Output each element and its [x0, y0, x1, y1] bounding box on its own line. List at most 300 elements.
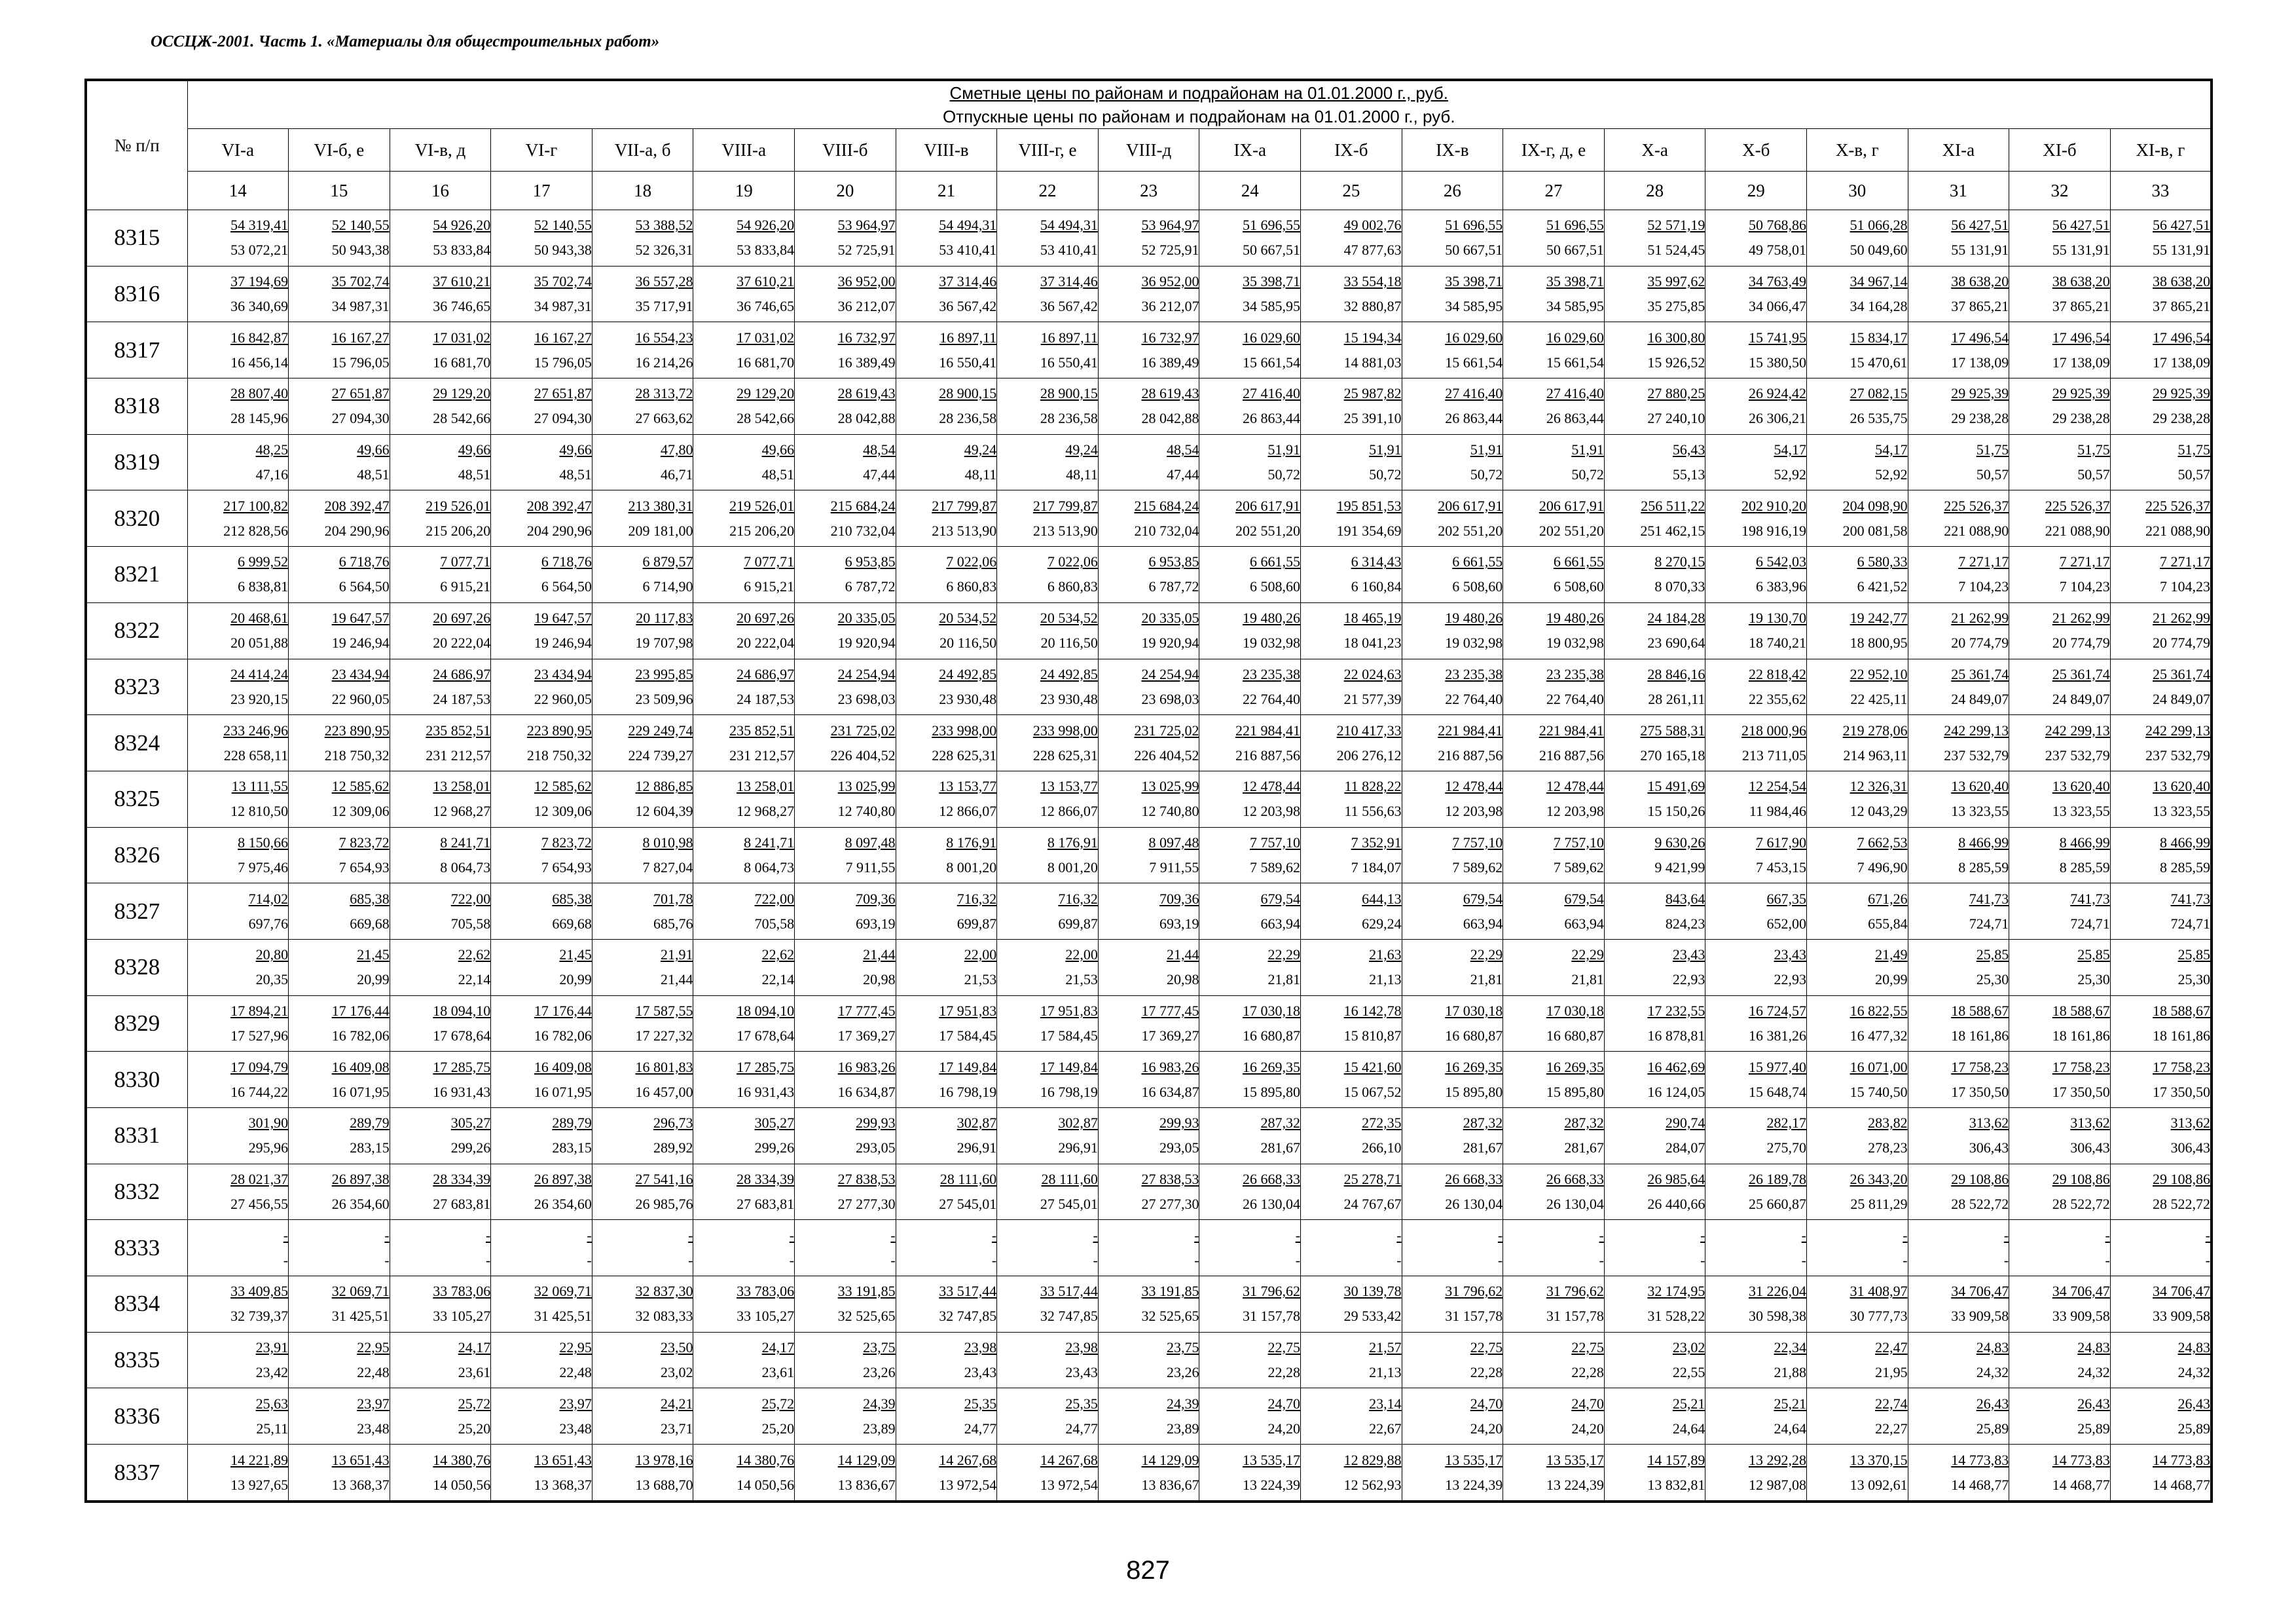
- price-cell: [693, 490, 795, 547]
- release-price: 669,68: [350, 915, 390, 932]
- release-price: 19 032,98: [1243, 635, 1301, 652]
- release-price: 6 787,72: [1148, 578, 1199, 595]
- price-cell: [795, 1276, 896, 1333]
- price-cell: [1807, 490, 1908, 547]
- release-price: 34 585,95: [1546, 298, 1604, 315]
- price-cell: [2009, 1108, 2111, 1164]
- estimate-price: 54 494,31: [1040, 217, 1098, 234]
- estimate-price: 23,75: [1166, 1339, 1199, 1356]
- estimate-price: 24,17: [761, 1339, 795, 1356]
- estimate-price: 716,32: [957, 890, 997, 907]
- estimate-price: 38 638,20: [1951, 273, 2009, 290]
- table-row: [86, 1164, 2212, 1220]
- price-cell: [1908, 883, 2009, 940]
- price-cell: [1402, 1108, 1503, 1164]
- price-cell: [187, 939, 289, 995]
- price-cell: [795, 827, 896, 883]
- price-cell: [1705, 1164, 1807, 1220]
- price-cell: [1199, 995, 1301, 1052]
- price-cell: [1705, 1052, 1807, 1108]
- price-cell: [1098, 939, 1199, 995]
- price-cell: [693, 995, 795, 1052]
- table-row: [86, 715, 2212, 771]
- release-price: -: [1396, 1251, 1402, 1268]
- estimate-price: 13 292,28: [1749, 1451, 1806, 1468]
- release-price: 17 584,45: [939, 1027, 997, 1044]
- estimate-price: -: [384, 1227, 390, 1244]
- release-price: -: [2205, 1251, 2210, 1268]
- estimate-price: 13 978,16: [635, 1451, 693, 1468]
- estimate-price: 217 799,87: [1032, 497, 1098, 514]
- price-cell: [1301, 1164, 1402, 1220]
- price-cell: [896, 771, 997, 827]
- row-code: 8337: [86, 1445, 187, 1502]
- price-cell: [187, 1164, 289, 1220]
- estimate-price: 223 890,95: [526, 722, 592, 739]
- price-cell: [1807, 1052, 1908, 1108]
- estimate-price: 14 129,09: [837, 1451, 896, 1468]
- price-cell: [693, 659, 795, 715]
- price-cell: [1908, 547, 2009, 603]
- price-cell: [1402, 1164, 1503, 1220]
- estimate-price: 51 696,55: [1445, 217, 1503, 234]
- estimate-price: 21,63: [1369, 946, 1402, 963]
- estimate-price: 722,00: [450, 890, 491, 907]
- estimate-price: 28 021,37: [230, 1171, 289, 1188]
- estimate-price: 8 241,71: [440, 834, 491, 851]
- price-cell: [896, 1276, 997, 1333]
- estimate-price: 22,62: [761, 946, 795, 963]
- estimate-price: 27 082,15: [1850, 385, 1908, 402]
- release-price: 306,43: [2070, 1139, 2110, 1156]
- estimate-price: 16 029,60: [1243, 329, 1301, 346]
- estimate-price: 26 668,33: [1243, 1171, 1301, 1188]
- region-header: XI-а: [1908, 129, 2009, 172]
- estimate-price: -: [1194, 1227, 1199, 1244]
- release-price: 29 238,28: [2153, 410, 2210, 427]
- release-price: 8 001,20: [946, 858, 997, 876]
- release-price: 8 285,59: [1958, 858, 2009, 876]
- price-cell: [693, 827, 795, 883]
- release-price: -: [1497, 1251, 1503, 1268]
- price-cell: [693, 547, 795, 603]
- release-price: 25,89: [2077, 1420, 2110, 1437]
- estimate-price: 24 184,28: [1647, 610, 1705, 627]
- estimate-price: 206 617,91: [1539, 497, 1604, 514]
- estimate-price: 25,35: [964, 1395, 997, 1412]
- price-cell: [693, 1388, 795, 1445]
- estimate-price: 275 588,31: [1640, 722, 1705, 739]
- estimate-price: 685,38: [552, 890, 592, 907]
- release-price: 215 206,20: [729, 522, 795, 539]
- price-cell: [1705, 827, 1807, 883]
- price-cell: [289, 1052, 390, 1108]
- estimate-price: 26 668,33: [1445, 1171, 1503, 1188]
- price-cell: [1098, 1445, 1199, 1502]
- release-price: 55 131,91: [2153, 242, 2210, 259]
- estimate-price: 28 111,60: [939, 1171, 997, 1188]
- price-cell: [491, 995, 592, 1052]
- estimate-price: 24,83: [1976, 1339, 2009, 1356]
- release-price: 13 368,37: [534, 1476, 592, 1493]
- estimate-price: 9 630,26: [1654, 834, 1705, 851]
- estimate-price: 26,43: [2077, 1395, 2110, 1412]
- release-price: 34 987,31: [331, 298, 390, 315]
- estimate-price: 215 684,24: [1134, 497, 1199, 514]
- release-price: 20,99: [1875, 971, 1908, 988]
- price-cell: [997, 827, 1099, 883]
- release-price: 53 072,21: [230, 242, 289, 259]
- estimate-price: 24,70: [1267, 1395, 1301, 1412]
- price-cell: [1098, 715, 1199, 771]
- table-row: [86, 322, 2212, 378]
- estimate-price: 56 427,51: [2153, 217, 2210, 234]
- price-cell: [390, 602, 491, 659]
- release-price: 23 920,15: [230, 690, 289, 707]
- estimate-price: 53 964,97: [837, 217, 896, 234]
- estimate-price: 22,95: [559, 1339, 592, 1356]
- price-cell: [1503, 1445, 1605, 1502]
- release-price: 221 088,90: [2045, 522, 2110, 539]
- release-price: 19 246,94: [331, 635, 390, 652]
- price-cell: [896, 827, 997, 883]
- release-price: 16 931,43: [433, 1083, 491, 1100]
- estimate-price: 24 686,97: [433, 665, 491, 682]
- region-header: VII-а, б: [592, 129, 693, 172]
- release-price: 28 542,66: [737, 410, 795, 427]
- estimate-price: 35 702,74: [331, 273, 390, 290]
- release-price: 15 067,52: [1343, 1083, 1402, 1100]
- release-price: 50 667,51: [1546, 242, 1604, 259]
- table-row: [86, 490, 2212, 547]
- price-cell: [1402, 995, 1503, 1052]
- estimate-price: 22,62: [458, 946, 491, 963]
- price-cell: [1705, 434, 1807, 490]
- release-price: 15 661,54: [1243, 354, 1301, 371]
- estimate-price: 20 534,52: [1040, 610, 1098, 627]
- price-cell: [592, 210, 693, 267]
- price-cell: [1908, 266, 2009, 322]
- release-price: 295,96: [248, 1139, 289, 1156]
- price-cell: [1908, 771, 2009, 827]
- price-cell: [795, 378, 896, 435]
- price-cell: [187, 1388, 289, 1445]
- release-price: 231 212,57: [426, 747, 491, 764]
- price-cell: [1908, 1108, 2009, 1164]
- release-price: 33 909,58: [2153, 1308, 2210, 1325]
- estimate-price: 24,21: [660, 1395, 693, 1412]
- price-cell: [1908, 1276, 2009, 1333]
- price-cell: [1098, 1052, 1199, 1108]
- table-row: [86, 939, 2212, 995]
- price-cell: [1402, 210, 1503, 267]
- estimate-price: 22 024,63: [1343, 665, 1402, 682]
- release-price: 25,89: [1976, 1420, 2009, 1437]
- release-price: 20,35: [255, 971, 289, 988]
- price-cell: [1908, 827, 2009, 883]
- price-cell: [491, 602, 592, 659]
- estimate-price: 17 031,02: [433, 329, 491, 346]
- release-price: -: [587, 1251, 592, 1268]
- estimate-price: 23,91: [255, 1339, 289, 1356]
- release-price: 17 584,45: [1040, 1027, 1098, 1044]
- estimate-price: 202 910,20: [1741, 497, 1806, 514]
- region-header: X-б: [1705, 129, 1807, 172]
- price-cell: [491, 1276, 592, 1333]
- price-cell: [1807, 1276, 1908, 1333]
- price-cell: [2009, 995, 2111, 1052]
- release-price: 27 277,30: [1141, 1196, 1199, 1213]
- release-price: 6 915,21: [440, 578, 491, 595]
- estimate-price: 21,44: [1166, 946, 1199, 963]
- price-cell: [795, 210, 896, 267]
- price-cell: [592, 378, 693, 435]
- release-price: 26 354,60: [534, 1196, 592, 1213]
- table-row: [86, 995, 2212, 1052]
- release-price: 296,91: [957, 1139, 997, 1156]
- release-price: 48,51: [357, 466, 390, 483]
- price-cell: [2009, 883, 2111, 940]
- column-number: 25: [1301, 172, 1402, 210]
- release-price: 15 470,61: [1850, 354, 1908, 371]
- estimate-price: 22,00: [964, 946, 997, 963]
- estimate-price: 56 427,51: [1951, 217, 2009, 234]
- price-cell: [896, 1052, 997, 1108]
- release-price: 19 032,98: [1445, 635, 1503, 652]
- row-code: 8334: [86, 1276, 187, 1333]
- price-cell: [1807, 1388, 1908, 1445]
- estimate-price: 231 725,02: [830, 722, 896, 739]
- release-price: 36 746,65: [433, 298, 491, 315]
- release-price: 213 513,90: [1032, 522, 1098, 539]
- release-price: 21,81: [1470, 971, 1503, 988]
- price-cell: [2110, 715, 2212, 771]
- estimate-price: 12 585,62: [534, 778, 592, 795]
- estimate-price: 17 232,55: [1647, 1002, 1705, 1019]
- release-price: -: [789, 1251, 795, 1268]
- release-price: 17 138,09: [1951, 354, 2009, 371]
- estimate-price: 22,75: [1267, 1339, 1301, 1356]
- price-cell: [896, 659, 997, 715]
- price-cell: [390, 995, 491, 1052]
- estimate-price: 289,79: [552, 1115, 592, 1132]
- price-cell: [1705, 490, 1807, 547]
- price-cell: [693, 266, 795, 322]
- price-cell: [2110, 378, 2212, 435]
- price-cell: [491, 434, 592, 490]
- release-price: 24,20: [1571, 1420, 1604, 1437]
- release-price: 16 878,81: [1647, 1027, 1705, 1044]
- estimate-price: 50 768,86: [1749, 217, 1806, 234]
- price-cell: [390, 771, 491, 827]
- release-price: 13 836,67: [1141, 1476, 1199, 1493]
- estimate-price: 14 129,09: [1141, 1451, 1199, 1468]
- price-cell: [1604, 490, 1705, 547]
- price-cell: [896, 883, 997, 940]
- estimate-price: 17 496,54: [2153, 329, 2210, 346]
- release-price: 16 457,00: [635, 1083, 693, 1100]
- estimate-price: 7 271,17: [2059, 553, 2110, 570]
- estimate-price: -: [991, 1227, 997, 1244]
- price-cell: [896, 995, 997, 1052]
- release-price: 17 678,64: [737, 1027, 795, 1044]
- release-price: 19 246,94: [534, 635, 592, 652]
- release-price: 29 533,42: [1343, 1308, 1402, 1325]
- release-price: 49 758,01: [1749, 242, 1806, 259]
- release-price: 231 212,57: [729, 747, 795, 764]
- estimate-price: 17 496,54: [1951, 329, 2009, 346]
- release-price: 16 634,87: [1141, 1083, 1199, 1100]
- price-cell: [1604, 602, 1705, 659]
- estimate-price: 7 617,90: [1756, 834, 1806, 851]
- price-cell: [1807, 434, 1908, 490]
- price-cell: [693, 1108, 795, 1164]
- estimate-price: 18 094,10: [737, 1002, 795, 1019]
- estimate-price: 219 526,01: [426, 497, 491, 514]
- release-price: 25,20: [761, 1420, 795, 1437]
- price-cell: [592, 1052, 693, 1108]
- price-cell: [2009, 939, 2111, 995]
- release-price: 16 681,70: [433, 354, 491, 371]
- release-price: 13 323,55: [2153, 803, 2210, 820]
- release-price: 12 987,08: [1749, 1476, 1806, 1493]
- column-number: 15: [289, 172, 390, 210]
- release-price: 24,77: [1065, 1420, 1098, 1437]
- release-price: 6 838,81: [238, 578, 289, 595]
- release-price: 23 698,03: [1141, 690, 1199, 707]
- release-price: 13 972,54: [939, 1476, 997, 1493]
- price-cell: [1098, 210, 1199, 267]
- price-cell: [997, 547, 1099, 603]
- price-cell: [289, 1276, 390, 1333]
- release-price: 15 380,50: [1749, 354, 1806, 371]
- estimate-price: 24 492,85: [1040, 665, 1098, 682]
- release-price: 25,11: [256, 1420, 289, 1437]
- price-cell: [1199, 434, 1301, 490]
- price-cell: [997, 1332, 1099, 1388]
- estimate-price: -: [587, 1227, 592, 1244]
- estimate-price: 219 278,06: [1842, 722, 1908, 739]
- estimate-price: 31 796,62: [1243, 1283, 1301, 1300]
- price-cell: [896, 1108, 997, 1164]
- estimate-price: 56 427,51: [2052, 217, 2110, 234]
- estimate-price: 283,82: [1868, 1115, 1908, 1132]
- estimate-price: 256 511,22: [1641, 497, 1705, 514]
- price-cell: [187, 1220, 289, 1276]
- price-cell: [795, 659, 896, 715]
- estimate-price: 23,02: [1672, 1339, 1705, 1356]
- price-cell: [2009, 602, 2111, 659]
- region-header: X-а: [1604, 129, 1705, 172]
- price-cell: [795, 1164, 896, 1220]
- estimate-price: 26 343,20: [1850, 1171, 1908, 1188]
- estimate-price: 208 392,47: [324, 497, 390, 514]
- estimate-price: 54,17: [1774, 441, 1806, 458]
- release-price: 293,05: [1159, 1139, 1199, 1156]
- price-cell: [1807, 1164, 1908, 1220]
- estimate-price: 49,66: [559, 441, 592, 458]
- price-cell: [2110, 939, 2212, 995]
- row-code: 8316: [86, 266, 187, 322]
- price-cell: [1908, 378, 2009, 435]
- release-price: 16 931,43: [737, 1083, 795, 1100]
- release-price: 663,94: [1260, 915, 1301, 932]
- price-cell: [1301, 378, 1402, 435]
- release-price: 52 326,31: [635, 242, 693, 259]
- estimate-price: -: [789, 1227, 795, 1244]
- release-price: 21,88: [1774, 1364, 1806, 1381]
- estimate-price: 20 335,05: [1141, 610, 1199, 627]
- column-number: 22: [997, 172, 1099, 210]
- estimate-price: 21 262,99: [2052, 610, 2110, 627]
- price-cell: [1199, 1108, 1301, 1164]
- price-cell: [997, 378, 1099, 435]
- release-price: 200 081,58: [1842, 522, 1908, 539]
- price-cell: [1705, 715, 1807, 771]
- price-cell: [1503, 771, 1605, 827]
- estimate-price: 25,21: [1672, 1395, 1705, 1412]
- release-price: 28 522,72: [2153, 1196, 2210, 1213]
- release-price: 23,02: [660, 1364, 693, 1381]
- estimate-price: 16 071,00: [1850, 1058, 1908, 1075]
- release-price: 7 654,93: [541, 858, 592, 876]
- estimate-price: 233 246,96: [223, 722, 289, 739]
- estimate-price: 313,62: [1969, 1115, 2009, 1132]
- price-cell: [491, 1445, 592, 1502]
- price-cell: [1604, 547, 1705, 603]
- price-cell: [1402, 715, 1503, 771]
- release-price: 24,20: [1470, 1420, 1503, 1437]
- price-cell: [592, 322, 693, 378]
- release-price: 17 369,27: [837, 1027, 896, 1044]
- estimate-price: 16 462,69: [1647, 1058, 1705, 1075]
- estimate-price: 25 278,71: [1343, 1171, 1402, 1188]
- release-price: 37 865,21: [2052, 298, 2110, 315]
- release-price: 21,53: [1065, 971, 1098, 988]
- price-cell: [289, 1108, 390, 1164]
- release-price: 22,48: [559, 1364, 592, 1381]
- price-cell: [2009, 827, 2111, 883]
- release-price: 50 049,60: [1850, 242, 1908, 259]
- estimate-price: 287,32: [1260, 1115, 1301, 1132]
- estimate-price: 51,75: [2178, 441, 2210, 458]
- release-price: 7 911,55: [1149, 858, 1199, 876]
- region-header: X-в, г: [1807, 129, 1908, 172]
- estimate-price: 33 783,06: [737, 1283, 795, 1300]
- estimate-price: -: [890, 1227, 896, 1244]
- estimate-price: 8 466,99: [1958, 834, 2009, 851]
- title-row: [86, 80, 2212, 129]
- estimate-price: 17 285,75: [433, 1058, 491, 1075]
- estimate-price: 49,24: [1065, 441, 1098, 458]
- estimate-price: 19 480,26: [1546, 610, 1604, 627]
- row-code: 8329: [86, 995, 187, 1052]
- price-cell: [491, 1052, 592, 1108]
- estimate-price: 32 069,71: [534, 1283, 592, 1300]
- release-price: 23,26: [1166, 1364, 1199, 1381]
- table-row: [86, 547, 2212, 603]
- estimate-price: 12 478,44: [1243, 778, 1301, 795]
- release-price: 663,94: [1564, 915, 1604, 932]
- release-price: 652,00: [1766, 915, 1806, 932]
- estimate-price: 221 984,41: [1438, 722, 1503, 739]
- release-price: 48,51: [761, 466, 795, 483]
- price-cell: [592, 659, 693, 715]
- price-cell: [1098, 322, 1199, 378]
- release-price: 13 224,39: [1243, 1476, 1301, 1493]
- price-cell: [187, 547, 289, 603]
- estimate-price: -: [1295, 1227, 1301, 1244]
